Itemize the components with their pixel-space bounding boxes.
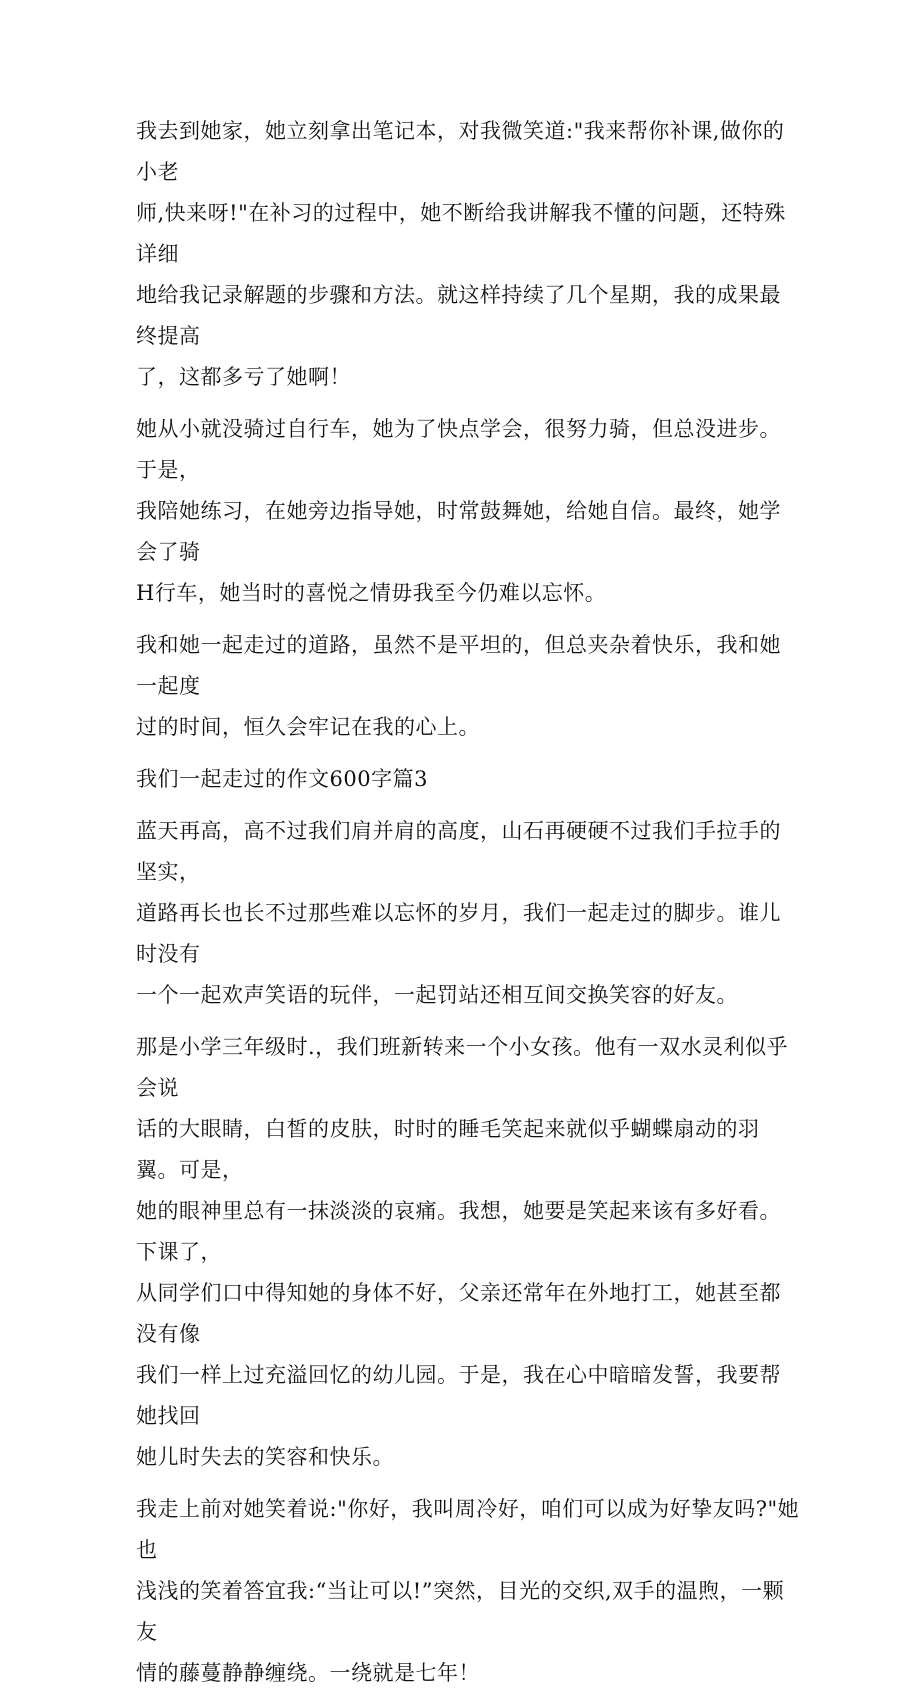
paragraph-friendship: 我走上前对她笑着说:"你好，我叫周冷好，咱们可以成为好挚友吗?"她也 浅浅的笑着答宜我:“当让可以!”突然，目光的交织,双手的温煦，一颗友 情的藤蔓静静缠绕。一绕就是七年！ [136, 1497, 800, 1685]
paragraph-blue-sky: 蓝天再高，高不过我们肩并肩的高度，山石再硬硬不过我们手拉手的坚实， 道路再长也长不过那些难以忘怀的岁月，我们一起走过的脚步。谁儿时没有 一个一起欢声笑语的玩伴，一起罚站还相互间交换笑容的好友。 [136, 819, 781, 1007]
paragraph-tutoring: 我去到她家，她立刻拿出笔记本，对我微笑道:"我来帮你补课,做你的小老 师,快来呀!"在补习的过程中，她不断给我讲解我不懂的问题，还特殊详细 地给我记录解题的步骤和方法。就这样持续了几个星期，我的成果最终提高 了，这都多亏了她啊！ [136, 119, 786, 389]
essay-heading: 我们一起走过的作文600字篇3 [136, 767, 428, 791]
paragraph-new-girl: 那是小学三年级时.，我们班新转来一个小女孩。他有一双水灵利似乎会说 话的大眼睛，白皙的皮肤，时时的睡毛笑起来就似乎蝴蝶扇动的羽翼。可是， 她的眼神里总有一抹淡淡的哀痛。我想，她要是笑起来该有多好看。下课了， 从同学们口中得知她的身体不好，父亲还常年在外地打工，她甚至都没有像 我们一样上过充溢回忆的幼儿园。于是，我在心中暗暗发誓，我要帮她找回 她儿时失去的笑容和快乐。 [136, 1035, 789, 1469]
paragraph-road-together: 我和她一起走过的道路，虽然不是平坦的，但总夹杂着快乐，我和她一起度 过的时间，恒久会牢记在我的心上。 [136, 633, 781, 739]
paragraph-bicycle: 她从小就没骑过自行车，她为了快点学会，很努力骑，但总没进步。于是， 我陪她练习，在她旁边指导她，时常鼓舞她，给她自信。最终，她学会了骑 H行车，她当时的喜悦之情毋我至今仍难以忘怀。 [136, 417, 781, 605]
document-body [136, 111, 800, 1705]
